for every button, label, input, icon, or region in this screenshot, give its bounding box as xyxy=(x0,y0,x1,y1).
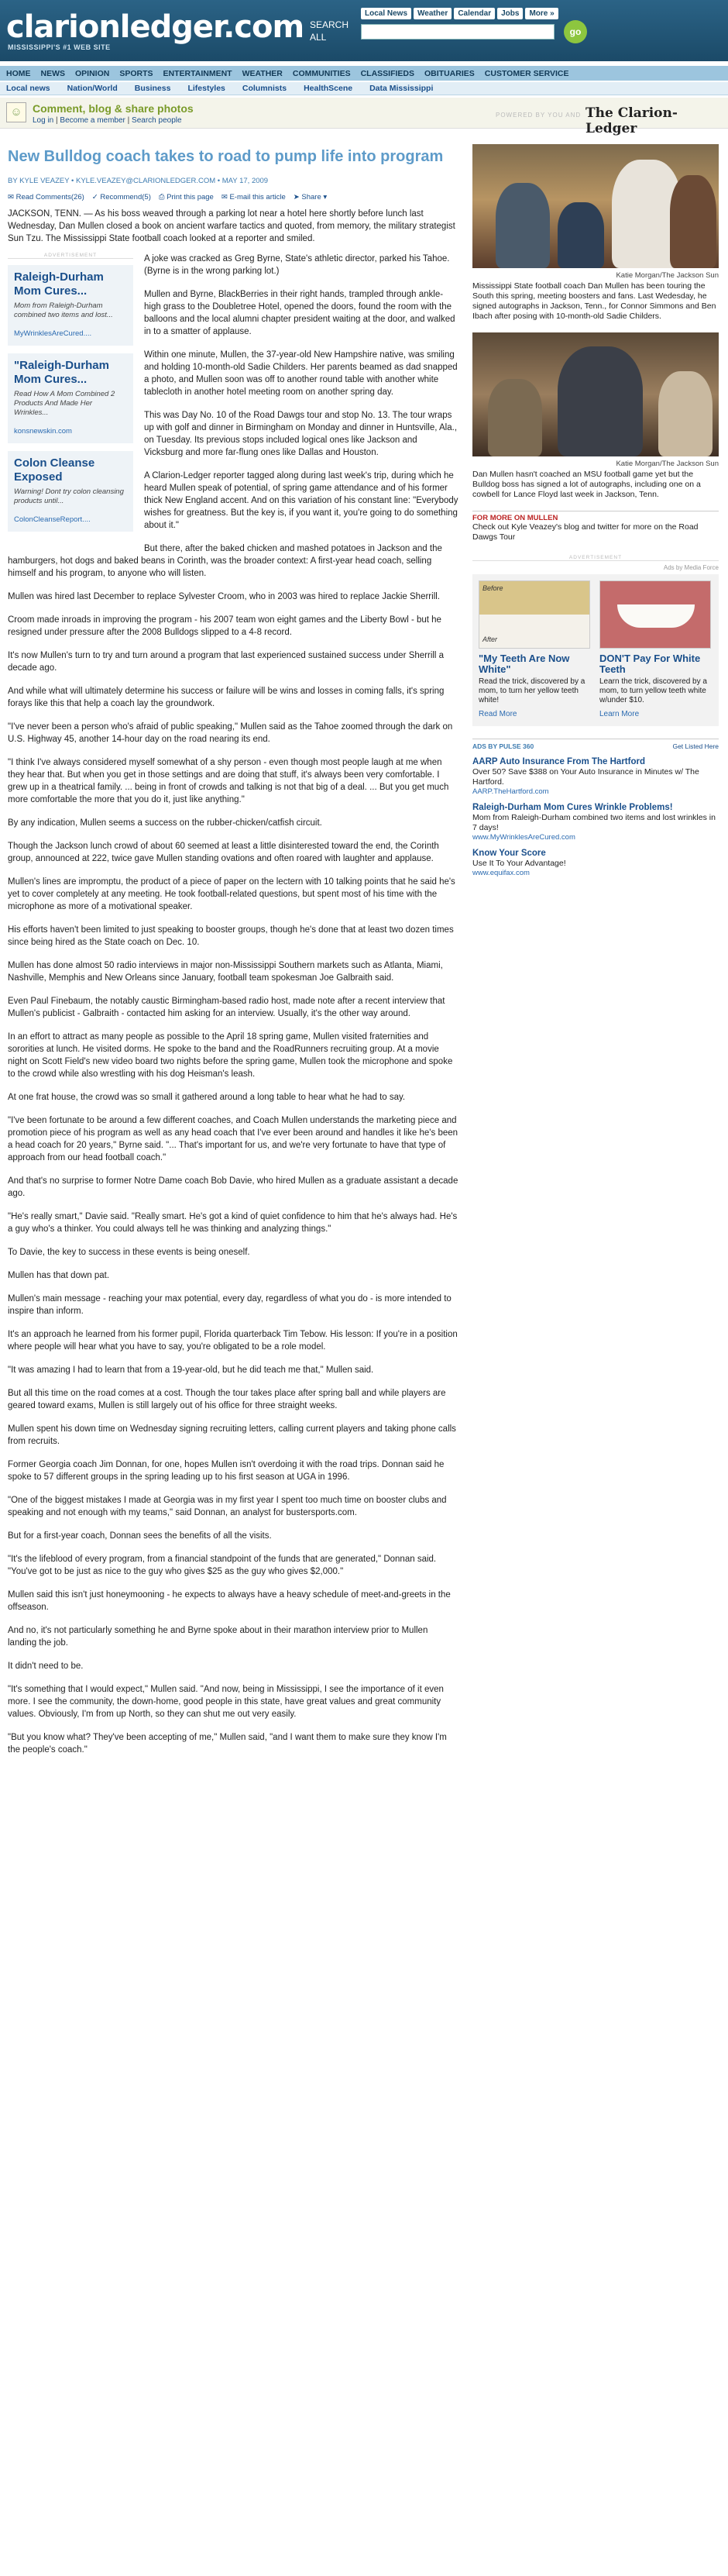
article-paragraph: "It was amazing I had to learn that from a 19-year-old, but he did teach me that," Mullen said. xyxy=(8,1365,374,1375)
article-paragraph: Even Paul Finebaum, the notably caustic Birmingham-based radio host, made note after a recent interview that Mullen's publicist - Galbraith - contacted him asking for an interview. Usually, it's the other way around. xyxy=(8,997,445,1018)
nav-communities[interactable]: COMMUNITIES xyxy=(292,68,351,78)
search-label-line-2: ALL xyxy=(310,32,327,43)
article-photo[interactable] xyxy=(472,332,719,456)
article-paragraph: "One of the biggest mistakes I made at Georgia was in my first year I spent too much time on booster clubs and speaking and not enough with my teams," said Donnan, an analyst for bustersports.com. xyxy=(8,1496,447,1517)
nav-entertainment[interactable]: ENTERTAINMENT xyxy=(163,68,232,78)
share-icon: ➤ xyxy=(293,193,300,201)
article-paragraph: "But you know what? They've been accepting of me," Mullen said, "and I want them to make sure they know I'm the people's coach." xyxy=(8,1733,447,1755)
article-paragraph: Mullen's lines are impromptu, the product of a piece of paper on the lectern with 10 talking points that he said he's yet to cover completely at any meeting. He took football-related questions, but spent most of his time with the microphone as more of a motivational speaker. xyxy=(8,877,455,911)
pulse-ad[interactable] xyxy=(472,802,719,842)
subnav-columnists[interactable]: Columnists xyxy=(242,84,287,93)
teeth-ad[interactable] xyxy=(479,580,590,718)
article-byline[interactable]: BY KYLE VEAZEY • KYLE.VEAZEY@CLARIONLEDGER.COM • MAY 17, 2009 xyxy=(8,177,269,185)
article-paragraph: In an effort to attract as many people as possible to the April 18 spring game, Mullen visited fraternities and sororities at lunch. He visited dorms. He spoke to the band and the RoadRunners recruiting group. At a movie night on Scott Field's new video board two nights before the spring game, Mullen took the microphone and spoke to the crowd while also wrestling with his dog Heisman's leash. xyxy=(8,1032,453,1079)
smile-image[interactable] xyxy=(599,580,711,649)
article-paragraph: "It's something that I would expect," Mullen said. "And now, being in Mississippi, I see the importance of it even more. I see the community, the down-home, good people in this state, have great values and great community values. Obviously, I'm from up North, so they can shut me out very easily. xyxy=(8,1685,444,1719)
article-paragraph: But all this time on the road comes at a cost. Though the tour takes place after spring ball and while players are geared toward exams, Mullen is still largely out of his office for three straight weeks. xyxy=(8,1389,446,1410)
pulse-ad[interactable] xyxy=(472,756,719,796)
teeth-ad-text: Learn the trick, discovered by a mom, to turn yellow teeth white w/under $10. xyxy=(599,677,707,704)
pulse-ad-url[interactable]: www.MyWrinklesAreCured.com xyxy=(472,833,575,842)
article-paragraph: At one frat house, the crowd was so small it gathered around a long table to hear what he had to say. xyxy=(8,1093,406,1102)
ad-label: ADVERTISEMENT xyxy=(472,555,719,561)
pulse-ad-title[interactable]: Raleigh-Durham Mom Cures Wrinkle Problems! xyxy=(472,803,673,812)
article-paragraph: A Clarion-Ledger reporter tagged along during last week's trip, during which he heard Mullen speak of potential, of spring game attendance and of his former thick New England accent. And on this variation of his constant line: "Everybody wishes for greatness. But the key is, if you want it, you're going to do something about it." xyxy=(144,471,458,530)
email-label: E-mail this article xyxy=(229,193,286,201)
nav-opinion[interactable]: OPINION xyxy=(75,68,110,78)
search-tab-local-news[interactable]: Local News xyxy=(361,8,411,19)
print-icon: ⎙ xyxy=(158,193,165,201)
article-paragraph: "I think I've always considered myself somewhat of a shy person - even though most people laugh at me when they hear that. But when you get in those settings and are doing that stuff, it's always been very comfortable. I grew up in a theatrical family. ... being in front of crowds and talking is not that big of a deal. ... But you get much more comfortable the more that you do it, just like anything." xyxy=(8,758,449,804)
site-tagline: MISSISSIPPI'S #1 WEB SITE xyxy=(8,43,111,51)
pulse-ad-url[interactable]: www.equifax.com xyxy=(472,869,530,877)
search-scope-tabs xyxy=(361,8,558,19)
read-comments-label: Read Comments(26) xyxy=(15,193,84,201)
site-header xyxy=(0,0,728,61)
ad-label: ADVERTISEMENT xyxy=(8,253,133,259)
ad-body: Warning! Dont try colon cleansing products until... xyxy=(14,487,124,505)
more-on-mullen-heading: FOR MORE ON MULLEN xyxy=(472,511,719,522)
search-label-line-1: SEARCH xyxy=(310,19,349,30)
article-photo[interactable] xyxy=(472,144,719,268)
teeth-ad-link[interactable]: Learn More xyxy=(599,710,640,718)
register-link[interactable]: Become a member xyxy=(60,116,125,125)
pulse-ad-text: Over 50? Save $388 on Your Auto Insurance in Minutes w/ The Hartford. xyxy=(472,767,699,787)
pulse-ads-header xyxy=(472,742,719,750)
article-paragraph: And that's no surprise to former Notre Dame coach Bob Davie, who hired Mullen as a graduate assistant a decade ago. xyxy=(8,1176,458,1198)
read-comments-link[interactable] xyxy=(8,193,84,201)
photo-figure xyxy=(488,379,542,456)
pulse-ad-title[interactable]: Know Your Score xyxy=(472,849,546,858)
photo-figure xyxy=(658,371,713,456)
photo-figure xyxy=(558,202,604,268)
article-paragraph: It didn't need to be. xyxy=(8,1662,84,1671)
site-logo[interactable]: clarionledger.com xyxy=(6,9,304,45)
share-label: Share xyxy=(301,193,321,201)
article-tools xyxy=(8,193,458,201)
photo-caption: Mississippi State football coach Dan Mullen has been touring the South this spring, meeting boosters and fans. Last Wedesday, he signed autographs in Jackson, Tenn., for Connor Simmons and Ben Ibach after posing with 10-month-old Sadie Childers. xyxy=(472,281,716,321)
nav-sports[interactable]: SPORTS xyxy=(119,68,153,78)
inline-ad[interactable] xyxy=(8,353,133,443)
email-article-link[interactable] xyxy=(221,193,286,201)
sidebar xyxy=(472,144,719,877)
article-paragraph: But for a first-year coach, Donnan sees the benefits of all the visits. xyxy=(8,1531,272,1541)
pulse-ad-text: Use It To Your Advantage! xyxy=(472,859,566,868)
teeth-ad-title[interactable]: DON'T Pay For White Teeth xyxy=(599,653,701,675)
article-paragraph: His efforts haven't been limited to just speaking to booster groups, though he's done that at least two dozen times since being hired as the State coach on Dec. 10. xyxy=(8,925,454,947)
search-input[interactable] xyxy=(361,24,555,40)
photo-figure xyxy=(496,183,550,268)
search-go-button[interactable]: go xyxy=(564,20,587,43)
nav-news[interactable]: NEWS xyxy=(40,68,65,78)
subnav-data-mississippi[interactable]: Data Mississippi xyxy=(369,84,434,93)
email-icon: ✉ xyxy=(221,193,228,201)
ad-link[interactable]: konsnewskin.com xyxy=(14,427,72,436)
sidebar-ads xyxy=(472,555,719,726)
teeth-ad-title[interactable]: "My Teeth Are Now White" xyxy=(479,653,570,675)
ad-link[interactable]: ColonCleanseReport.... xyxy=(14,515,91,524)
search-label xyxy=(310,19,349,43)
pulse-ad[interactable] xyxy=(472,848,719,877)
article-paragraph: By any indication, Mullen seems a success on the rubber-chicken/catfish circuit. xyxy=(8,818,322,828)
community-title: Comment, blog & share photos xyxy=(33,102,194,115)
article-paragraph: This was Day No. 10 of the Road Dawgs tour and stop No. 13. The tour wraps up with golf and dinner in Birmingham on Monday and dinner in Huntsville, Ala., on Tuesday. Its previous stops included logical ones like Jackson and Vicksburg and more far-flung ones like Dallas and Houston. xyxy=(144,411,458,457)
after-badge: After xyxy=(482,635,498,643)
nav-home[interactable]: HOME xyxy=(6,68,31,78)
more-on-mullen-text[interactable]: Check out Kyle Veazey's blog and twitter for more on the Road Dawgs Tour xyxy=(472,522,699,542)
article-paragraph: It's an approach he learned from his former pupil, Florida quarterback Tim Tebow. His lesson: If you're in a position where people will hear what you have to say, you're obligated to be a role model. xyxy=(8,1330,458,1352)
nav-weather[interactable]: WEATHER xyxy=(242,68,283,78)
community-links: Log in | Become a member | Search people xyxy=(33,116,182,125)
chevron-down-icon: ▾ xyxy=(323,193,328,201)
powered-by-label: POWERED BY YOU AND xyxy=(496,112,582,119)
teeth-ad-link[interactable]: Read More xyxy=(479,710,517,718)
recommend-label: Recommend(5) xyxy=(100,193,151,201)
article-paragraph: Mullen spent his down time on Wednesday signing recruiting letters, calling current players and taking phone calls from recruits. xyxy=(8,1424,456,1446)
ads-by-label[interactable]: Ads by Media Force xyxy=(663,564,719,571)
photo-figure xyxy=(558,346,643,456)
search-tab-weather[interactable]: Weather xyxy=(414,8,452,19)
before-badge: Before xyxy=(482,584,503,592)
article-paragraph: But there, after the baked chicken and mashed potatoes in Jackson and the hamburgers, hot dogs and baked beans in Corinth, was the broader context: A first-year head coach, selling himself and his program, to anyone who will listen. xyxy=(8,544,442,578)
subnav-lifestyles[interactable]: Lifestyles xyxy=(187,84,225,93)
article-paragraph: Mullen has that down pat. xyxy=(8,1271,110,1280)
article-paragraph: "He's really smart," Davie said. "Really smart. He's got a kind of quiet confidence to him that he's always had. He's a guy who's a thinker. You could always tell he was thinking and analyzing things." xyxy=(8,1212,458,1234)
pulse-ad-text: Mom from Raleigh-Durham combined two items and lost wrinkles in 7 days! xyxy=(472,813,716,832)
article-body-with-ads xyxy=(8,253,458,591)
article-paragraph: "I've been fortunate to be around a few different coaches, and Coach Mullen understands the marketing piece and promotion piece of his program as well as any head coach that I've ever been around and handles it like he's been a head coach for 20 years," Byrne said. "... That's important for us, and we're very fortunate to have that type of approach from our head football coach." xyxy=(8,1116,458,1162)
pulse-ad-url[interactable]: AARP.TheHartford.com xyxy=(472,787,549,796)
article-paragraph: Mullen's main message - reaching your max potential, every day, regardless of what you do - is more intended to inspire than inform. xyxy=(8,1294,452,1316)
get-listed-link[interactable]: Get Listed Here xyxy=(672,742,719,750)
inline-ad[interactable] xyxy=(8,451,133,532)
photo-figure xyxy=(670,175,716,268)
nav-classifieds[interactable]: CLASSIFIEDS xyxy=(360,68,415,78)
search-people-link[interactable]: Search people xyxy=(132,116,182,125)
article-paragraph: It's now Mullen's turn to try and turn around a program that last experienced sustained success under Sherrill a decade ago. xyxy=(8,651,445,673)
ad-body: Read How A Mom Combined 2 Products And Made Her Wrinkles... xyxy=(14,390,115,417)
ad-title[interactable]: Colon Cleanse Exposed xyxy=(14,456,95,484)
article-paragraph: Croom made inroads in improving the program - his 2007 team won eight games and the Liberty Bowl - but he resigned under pressure after the 2008 Bulldogs slipped to a 4-8 record. xyxy=(8,615,441,637)
subnav-business[interactable]: Business xyxy=(134,84,171,93)
secondary-nav xyxy=(0,82,728,95)
ad-title[interactable]: "Raleigh-Durham Mom Cures... xyxy=(14,359,109,386)
comment-icon: ✉ xyxy=(8,193,14,201)
pulse-ads xyxy=(472,739,719,877)
article-paragraph: And while what will ultimately determine his success or failure will be wins and losses in coming falls, it's spring forays like this that help a coach lay the groundwork. xyxy=(8,687,445,708)
ad-title[interactable]: Raleigh-Durham Mom Cures... xyxy=(14,270,104,298)
thumbs-up-icon: ✓ xyxy=(91,193,98,201)
nav-obituaries[interactable]: OBITUARIES xyxy=(424,68,475,78)
community-user-icon: ☺ xyxy=(6,102,26,122)
search-tab-jobs[interactable]: Jobs xyxy=(497,8,523,19)
teeth-ad-text: Read the trick, discovered by a mom, to turn her yellow teeth white! xyxy=(479,677,585,704)
article-headline: New Bulldog coach takes to road to pump life into program xyxy=(8,148,444,165)
share-link[interactable] xyxy=(294,193,327,201)
article xyxy=(8,138,458,1767)
inline-ad[interactable] xyxy=(8,265,133,346)
pulse-heading: ADS BY PULSE 360 xyxy=(472,742,534,750)
article-paragraph: Mullen said this isn't just honeymooning - he expects to always have a heavy schedule of meet-and-greets in the offseason. xyxy=(8,1590,451,1612)
print-link[interactable] xyxy=(159,193,214,201)
subnav-local-news[interactable]: Local news xyxy=(6,84,50,93)
subnav-nation-world[interactable]: Nation/World xyxy=(67,84,118,93)
inline-ad-column xyxy=(8,253,133,539)
ad-link[interactable]: MyWrinklesAreCured.... xyxy=(14,329,92,338)
teeth-ads xyxy=(472,574,719,726)
print-label: Print this page xyxy=(167,193,214,201)
article-lead: JACKSON, TENN. — As his boss weaved through a parking lot near a hotel here shortly before lunch last Wednesday, Dan Mullen closed a book on ancient warfare tactics and quoted, from memory, the military strategist Sun Tzu. The Mississippi State football coach looked at a reporter and smiled. xyxy=(8,209,455,243)
article-paragraph: And no, it's not particularly something he and Byrne spoke about in their marathon interview prior to Mullen landing the job. xyxy=(8,1626,428,1648)
search-tab-calendar[interactable]: Calendar xyxy=(454,8,495,19)
before-after-teeth-image[interactable] xyxy=(479,580,590,649)
article-paragraph: Mullen has done almost 50 radio interviews in major non-Mississippi Southern markets such as Atlanta, Miami, Nashville, Memphis and New Orleans since January, football team spokesman Joe Galbraith said. xyxy=(8,961,443,983)
subnav-healthscene[interactable]: HealthScene xyxy=(304,84,353,93)
article-paragraph: "It's the lifeblood of every program, from a financial standpoint of the funds that are generated," Donnan said. "You've got to be just as nice to the guy who gives $25 as the guy who gives $2,000." xyxy=(8,1555,437,1576)
teeth-ad[interactable] xyxy=(599,580,711,718)
article-paragraph: To Davie, the key to success in these events is being oneself. xyxy=(8,1248,250,1257)
article-paragraph: Former Georgia coach Jim Donnan, for one, hopes Mullen isn't overdoing it with the road trips. Donnan said he spoke to 57 different groups in the spring leading up to his first season at UGA in 1996. xyxy=(8,1460,445,1482)
clarion-ledger-brand[interactable]: The Clarion-Ledger xyxy=(585,105,678,136)
article-paragraph: Though the Jackson lunch crowd of about 60 seemed at least a little disinterested toward the end, the Corinth group, announced at 222, twice gave Mullen standing ovations and often roared with laughter and applause. xyxy=(8,842,439,863)
search-tab-more[interactable]: More » xyxy=(525,8,558,19)
article-paragraph: Mullen and Byrne, BlackBerries in their right hands, trampled through ankle-high grass to the Doubletree Hotel, opened the doors, found the room with the balloons and the local alumni chapter president waiting at the door, and walked in to a smatter of applause. xyxy=(144,290,455,336)
photo-credit: Katie Morgan/The Jackson Sun xyxy=(616,271,719,280)
teeth-shape xyxy=(617,604,695,628)
ad-body: Mom from Raleigh-Durham combined two items and lost... xyxy=(14,301,113,319)
login-link[interactable]: Log in xyxy=(33,116,54,125)
photo-credit: Katie Morgan/The Jackson Sun xyxy=(616,460,719,468)
photo-caption: Dan Mullen hasn't coached an MSU football game yet but the Bulldog boss has signed a lot of autographs, including one on a cowbell for Lance Floyd last week in Jackson, Tenn. xyxy=(472,470,701,499)
recommend-link[interactable] xyxy=(92,193,151,201)
nav-customer-service[interactable]: CUSTOMER SERVICE xyxy=(484,68,569,78)
pulse-ad-title[interactable]: AARP Auto Insurance From The Hartford xyxy=(472,757,645,766)
article-paragraph: Within one minute, Mullen, the 37-year-old New Hampshire native, was smiling and holding 10-month-old Sadie Childers. Her parents beamed as dad snapped a photo, and Mullen soon was off to another round table with another white tablecloth in another hotel meeting room on another spring day. xyxy=(144,350,458,397)
article-paragraph: Mullen was hired last December to replace Sylvester Croom, who in 2003 was hired to replace Jackie Sherrill. xyxy=(8,592,440,601)
community-bar xyxy=(0,98,728,136)
primary-nav xyxy=(0,66,728,81)
article-paragraph: A joke was cracked as Greg Byrne, State's athletic director, parked his Tahoe. (Byrne is in the wrong parking lot.) xyxy=(144,254,450,276)
article-paragraph: "I've never been a person who's afraid of public speaking," Mullen said as the Tahoe zoomed through the dark on U.S. Highway 45, another 14-hour day on the road nearing its end. xyxy=(8,722,453,744)
